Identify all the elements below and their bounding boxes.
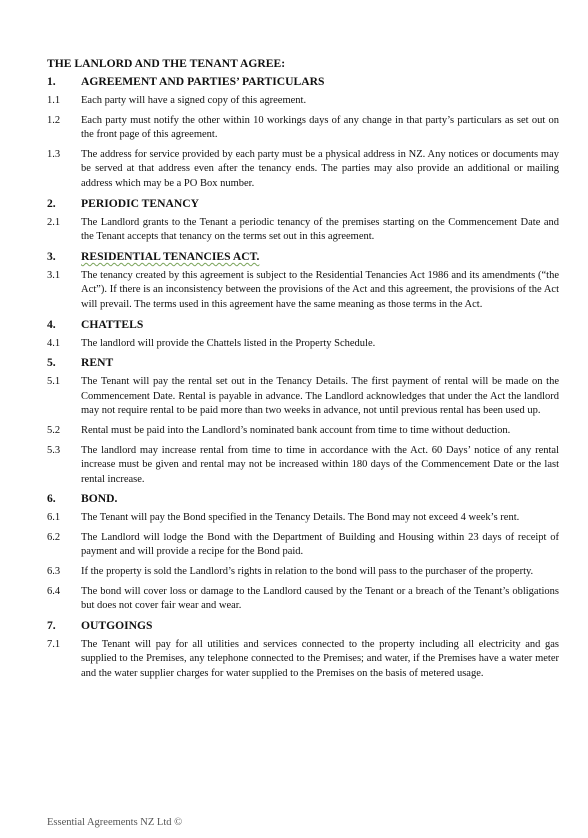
document-page — [47, 57, 559, 687]
clause-text: The landlord may increase rental from time to time in accordance with the Act. 60 Days’ notice of any rental increase must be given and rental may not be increased within 180 days of the Commencement Date or the last rental increase. — [81, 444, 559, 485]
clause-number: 6.3 — [47, 566, 61, 578]
clause — [47, 585, 559, 614]
clause-text: The address for service provided by each party must be a physical address in NZ. Any notices or documents may be served at that address even after the tenancy ends. The parties may also provide an additional or mailing address which may be a PO Box number. — [81, 148, 559, 189]
clause-number: 2.1 — [47, 216, 61, 228]
clause-text: The Tenant will pay for all utilities and services connected to the property including all electricity and gas supplied to the Premises, any telephone connected to the Premises; and water, if the Premises have a water meter and the water supplier charges for water supplied to the Premises on the basis of metered usage. — [81, 638, 559, 680]
clause-text: If the property is sold the Landlord’s rights in relation to the bond will pass to the purchaser of the property. — [81, 566, 534, 578]
clause-text: Each party will have a signed copy of this agreement. — [81, 95, 307, 106]
clause-text: The tenancy created by this agreement is subject to the Residential Tenancies Act 1986 and its amendments (“the Act”). If there is an inconsistency between the provisions of the Act and this agreement, the provisions of the Act will prevail. The terms used in this agreement have the same meaning as those terms in the Act. — [81, 269, 559, 310]
section-title: RESIDENTIAL TENANCIES ACT. — [81, 249, 260, 263]
section-number: 4. — [47, 317, 56, 331]
clause — [47, 269, 559, 313]
section-heading — [47, 75, 559, 88]
clause — [47, 216, 559, 245]
section-heading — [47, 250, 559, 263]
clause-number: 3.1 — [47, 269, 61, 281]
clause — [47, 114, 559, 143]
section-title: RENT — [81, 356, 114, 370]
section-title: BOND. — [81, 492, 118, 506]
clause-number: 7.1 — [47, 638, 61, 650]
clause-number: 6.1 — [47, 512, 61, 524]
clause-text: The Tenant will pay the Bond specified in the Tenancy Details. The Bond may not exceed 4 week’s rent. — [81, 512, 520, 524]
clause — [47, 148, 559, 192]
clause — [47, 94, 559, 109]
section-heading — [47, 197, 559, 210]
clause-number: 1.2 — [47, 114, 61, 126]
section-number: 6. — [47, 492, 56, 506]
clause-number: 5.3 — [47, 444, 61, 456]
clause — [47, 424, 559, 439]
clause-number: 5.1 — [47, 376, 61, 388]
clause — [47, 337, 559, 352]
clause — [47, 444, 559, 488]
section-title: OUTGOINGS — [81, 618, 153, 632]
clause — [47, 638, 559, 682]
clause — [47, 375, 559, 419]
section-heading — [47, 492, 559, 505]
clause — [47, 531, 559, 560]
clause-text: The Tenant will pay the rental set out in the Tenancy Details. The first payment of rental will be made on the Commencement Date. Rental is payable in advance. The Landlord acknowledges that under the Act the landlord may not require rental to be paid more than two weeks in advance, not until previous rental has been used up. — [81, 376, 559, 417]
section-title: PERIODIC TENANCY — [81, 196, 199, 210]
section-title: AGREEMENT AND PARTIES’ PARTICULARS — [81, 75, 325, 88]
clause-text: The Landlord will lodge the Bond with the Department of Building and Housing within 23 days of receipt of payment and will provide a recipe for the Bond paid. — [81, 531, 559, 558]
clause — [47, 511, 559, 526]
section-heading — [47, 356, 559, 369]
section-heading — [47, 619, 559, 632]
page-footer: Essential Agreements NZ Ltd © — [47, 817, 183, 828]
section-number: 3. — [47, 249, 56, 263]
clause-number: 5.2 — [47, 424, 61, 436]
clause-number: 4.1 — [47, 337, 61, 349]
document-heading: THE LANLORD AND THE TENANT AGREE: — [47, 57, 286, 70]
clause-text: The bond will cover loss or damage to the Landlord caused by the Tenant or a breach of the Tenant’s obligations but does not cover fair wear and wear. — [81, 585, 559, 612]
clause-number: 1.3 — [47, 148, 61, 160]
clause-text: The Landlord grants to the Tenant a periodic tenancy of the premises starting on the Commencement Date and the Tenant accepts that tenancy on the terms set out in this agreement. — [81, 216, 559, 243]
section-number: 7. — [47, 618, 56, 632]
clause-text: Rental must be paid into the Landlord’s nominated bank account from time to time without deduction. — [81, 424, 511, 436]
clause-number: 6.2 — [47, 531, 61, 543]
section-number: 1. — [47, 75, 56, 88]
section-number: 5. — [47, 356, 56, 370]
section-number: 2. — [47, 196, 56, 210]
clause-text: The landlord will provide the Chattels listed in the Property Schedule. — [81, 337, 376, 349]
clause-number: 6.4 — [47, 585, 61, 597]
section-title: CHATTELS — [81, 317, 144, 331]
clause-text: Each party must notify the other within 10 workings days of any change in that party’s particulars as set out on the front page of this agreement. — [81, 114, 559, 141]
clause — [47, 565, 559, 580]
section-heading — [47, 318, 559, 331]
clause-number: 1.1 — [47, 95, 61, 106]
